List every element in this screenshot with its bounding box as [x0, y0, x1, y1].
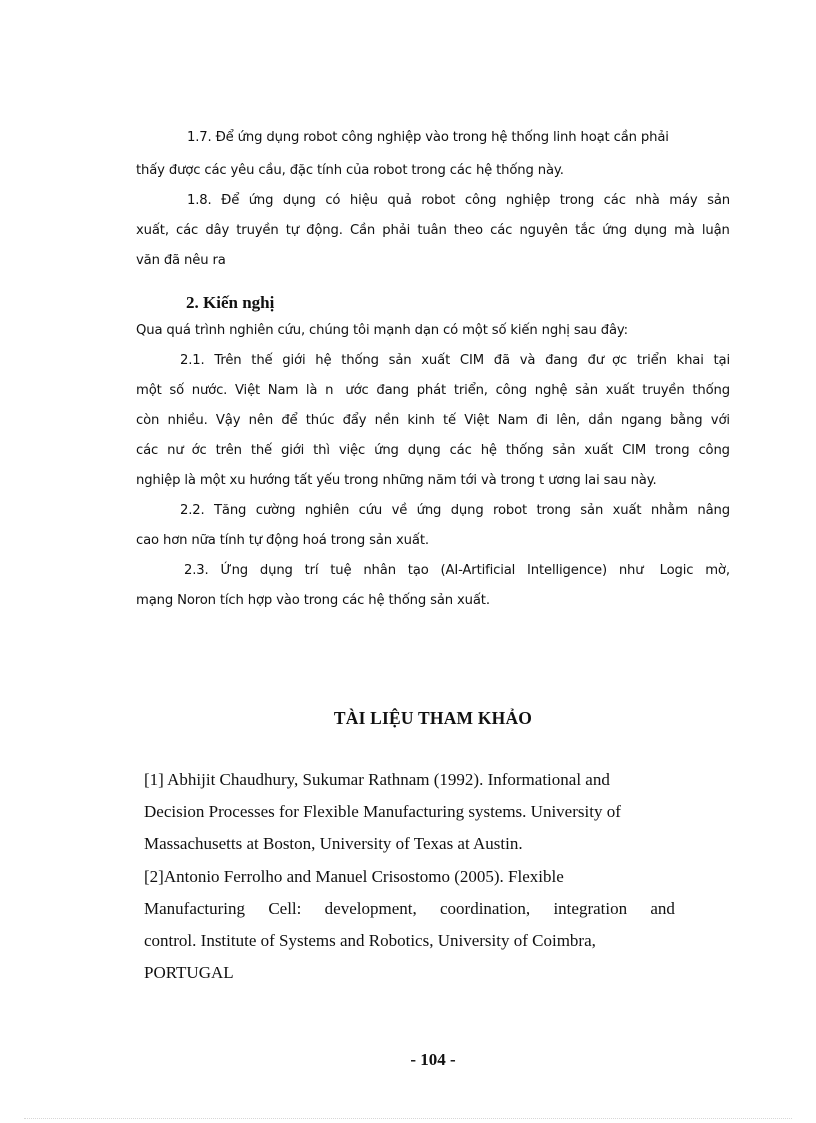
paragraph-2-2-line-1: [180, 504, 730, 517]
word: giới: [282, 353, 306, 368]
word: theo: [453, 223, 483, 238]
word: tại: [713, 353, 730, 368]
word: Nam: [497, 413, 528, 428]
word: số: [169, 383, 185, 398]
word: Cell:: [268, 899, 302, 918]
word: Nam: [267, 383, 299, 398]
paragraph-2-1-line-2: [136, 384, 730, 397]
word: thúc: [305, 413, 335, 428]
paragraph-1-7-line-1: 1.7. Để ứng dụng robot công nghiệp vào trong hệ thống linh hoạt cần phải: [187, 130, 669, 145]
word: Tăng: [214, 503, 247, 518]
word: sản: [707, 193, 730, 208]
word: dây: [205, 223, 230, 238]
word: trên: [215, 443, 242, 458]
reference-1-line-2: Decision Processes for Flexible Manufacturing systems. University of: [144, 802, 621, 821]
word: xuất: [605, 383, 635, 398]
word: nhà: [635, 193, 660, 208]
word: khai: [676, 353, 704, 368]
word: xuất: [421, 353, 451, 368]
word: có: [325, 193, 341, 208]
word: các: [176, 223, 199, 238]
word: ứng: [248, 193, 274, 208]
word: ứng: [416, 503, 442, 518]
word: phải: [382, 223, 411, 238]
word: bằng: [669, 413, 703, 428]
word: cường: [255, 503, 296, 518]
section-heading-kien-nghi: 2. Kiến nghị: [186, 293, 275, 312]
word: CIM: [622, 443, 647, 458]
word: phát: [416, 383, 447, 398]
word: Việt: [464, 413, 490, 428]
word: nền: [374, 413, 400, 428]
word: giới: [281, 443, 305, 458]
word: triển,: [453, 383, 488, 398]
word: cứu: [358, 503, 383, 518]
word: Manufacturing: [144, 899, 246, 918]
word: Để: [221, 193, 240, 208]
word: mờ,: [705, 563, 730, 578]
word: ứng: [374, 443, 399, 458]
word: các: [136, 443, 159, 458]
word: robot: [421, 193, 456, 208]
word: tuệ: [330, 563, 352, 578]
references-title: TÀI LIỆU THAM KHẢO: [333, 708, 533, 728]
word: mà: [674, 223, 695, 238]
word: Cần: [349, 223, 376, 238]
word: xuất,: [136, 223, 169, 238]
word: and: [650, 899, 675, 918]
paragraph-2-1-line-5: nghiệp là một xu hướng tất yếu trong những năm tới và trong t ương lai sau này.: [136, 473, 657, 488]
reference-2-line-3: control. Institute of Systems and Robotics, University of Coimbra,: [144, 931, 596, 950]
word: thế: [251, 353, 273, 368]
word: trong: [536, 503, 571, 518]
word: xuất: [584, 443, 614, 458]
word: hệ: [480, 443, 497, 458]
word: đi: [536, 413, 548, 428]
word: 2.1.: [180, 353, 205, 368]
word: dụng: [259, 563, 293, 578]
word: ngang: [620, 413, 662, 428]
word: CIM: [459, 353, 484, 368]
paragraph-1-8-line-2: [136, 224, 730, 237]
word: lên,: [556, 413, 580, 428]
reference-1-line-1: [1] Abhijit Chaudhury, Sukumar Rathnam (1992). Informational and: [144, 770, 610, 789]
word: tắc: [575, 223, 596, 238]
word: công: [495, 383, 528, 398]
word: 2.2.: [180, 503, 205, 518]
word: nước.: [191, 383, 228, 398]
word: dụng: [407, 443, 441, 458]
word: development,: [324, 899, 417, 918]
paragraph-1-8-line-3: văn đã nêu ra: [136, 253, 226, 268]
word: (AI-Artificial: [440, 563, 516, 578]
word: 1.8.: [187, 193, 212, 208]
paragraph-1-7-line-2: thấy được các yêu cầu, đặc tính của robot trong các hệ thống này.: [136, 163, 564, 178]
word: như Logic: [618, 563, 694, 578]
word: Vậy: [215, 413, 241, 428]
word: nhân: [363, 563, 396, 578]
word: dụng: [450, 503, 484, 518]
reference-2-line-4: PORTUGAL: [144, 963, 234, 982]
paragraph-2-3-line-1: [184, 564, 730, 577]
word: sản: [575, 383, 598, 398]
word: việc: [338, 443, 366, 458]
word: thống: [505, 443, 544, 458]
word: đư ợc: [587, 353, 628, 368]
word: ứng: [602, 223, 627, 238]
word: máy: [669, 193, 698, 208]
word: nên: [248, 413, 274, 428]
word: quả: [387, 193, 412, 208]
word: còn: [136, 413, 160, 428]
word: nư ớc: [167, 443, 207, 458]
word: hiệu: [349, 193, 378, 208]
word: Việt: [234, 383, 261, 398]
word: tạo: [407, 563, 429, 578]
paragraph-2-2-line-2: cao hơn nữa tính tự động hoá trong sản xuất.: [136, 533, 429, 548]
paragraph-2-1-line-1: [180, 354, 730, 367]
word: các: [490, 223, 513, 238]
word: trong: [655, 443, 690, 458]
word: luận: [701, 223, 730, 238]
reference-2-line-1: [2]Antonio Ferrolho and Manuel Crisostomo (2005). Flexible: [144, 867, 564, 886]
word: các: [603, 193, 626, 208]
word: về: [391, 503, 408, 518]
word: nghiệp: [505, 193, 551, 208]
word: động.: [306, 223, 343, 238]
word: thế: [250, 443, 273, 458]
section-2-intro: Qua quá trình nghiên cứu, chúng tôi mạnh dạn có một số kiến nghị sau đây:: [136, 323, 628, 338]
reference-1-line-3: Massachusetts at Boston, University of Texas at Austin.: [144, 834, 523, 853]
word: hệ: [315, 353, 332, 368]
word: một: [136, 383, 162, 398]
word: nhằm: [650, 503, 688, 518]
word: thì: [313, 443, 330, 458]
word: nghiên: [304, 503, 350, 518]
word: nhiều.: [167, 413, 208, 428]
word: robot: [493, 503, 528, 518]
word: triển: [636, 353, 667, 368]
word: để: [281, 413, 298, 428]
word: truyền: [642, 383, 685, 398]
word: sản: [580, 503, 604, 518]
paragraph-1-8-line-1: [187, 194, 730, 207]
reference-2-line-2: [144, 900, 675, 917]
word: công: [698, 443, 730, 458]
paragraph-2-1-line-4: [136, 444, 730, 457]
word: và: [519, 353, 536, 368]
word: tế: [443, 413, 456, 428]
word: với: [710, 413, 730, 428]
word: nâng: [697, 503, 730, 518]
word: n ước: [325, 383, 369, 398]
word: sản: [388, 353, 412, 368]
word: công: [464, 193, 497, 208]
word: là: [305, 383, 318, 398]
word: dần: [588, 413, 613, 428]
word: nguyên: [519, 223, 568, 238]
word: tuân: [417, 223, 447, 238]
word: đang: [545, 353, 578, 368]
word: sản: [552, 443, 576, 458]
word: tự: [285, 223, 299, 238]
paragraph-2-1-line-3: [136, 414, 730, 427]
word: đẩy: [342, 413, 367, 428]
word: xuất: [612, 503, 642, 518]
word: trí: [304, 563, 319, 578]
word: kinh: [407, 413, 435, 428]
word: các: [449, 443, 472, 458]
word: 2.3.: [184, 563, 209, 578]
word: truyền: [236, 223, 279, 238]
word: dụng: [282, 193, 316, 208]
word: thống: [692, 383, 730, 398]
word: nghệ: [534, 383, 568, 398]
word: trong: [559, 193, 595, 208]
page-number: - 104 -: [410, 1050, 456, 1069]
word: Intelligence): [527, 563, 607, 578]
word: Trên: [214, 353, 242, 368]
page-bottom-divider: [24, 1118, 792, 1119]
word: dụng: [634, 223, 667, 238]
paragraph-2-3-line-2: mạng Noron tích hợp vào trong các hệ thống sản xuất.: [136, 593, 490, 608]
word: integration: [553, 899, 628, 918]
word: coordination,: [440, 899, 531, 918]
word: đang: [376, 383, 409, 398]
word: thống: [341, 353, 379, 368]
word: Ứng: [220, 563, 249, 578]
word: đã: [493, 353, 510, 368]
